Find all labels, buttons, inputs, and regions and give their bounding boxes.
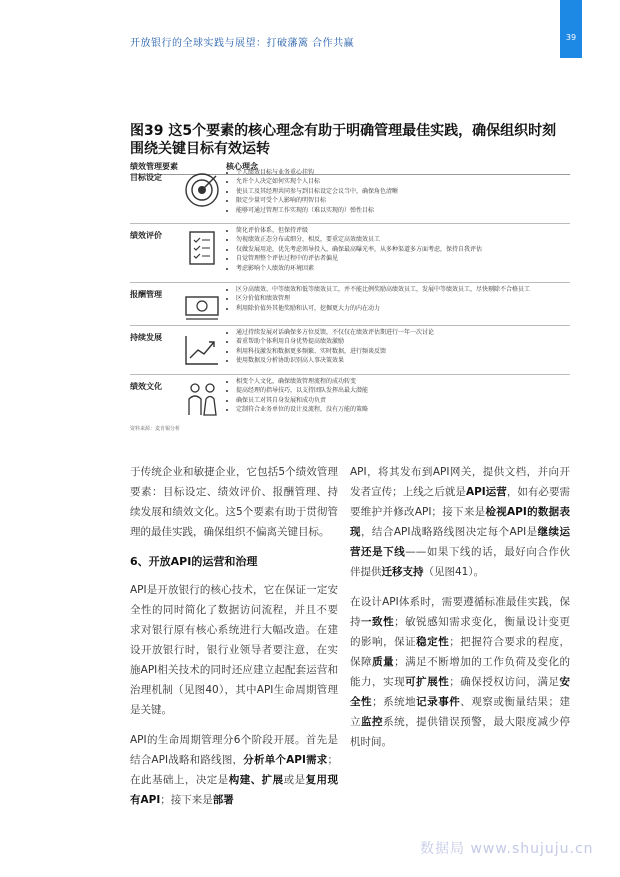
text-run: ；满足不断增加的工作负荷及变化的能力，实现 <box>350 656 571 688</box>
people-icon <box>182 379 222 419</box>
list-item: • 能够可通过管理工作实现的（难以实现的）弹性目标 <box>236 206 571 215</box>
text-run: API，将其发布到API网关，提供文档，并向开发者宣传；上线之后就是 <box>350 466 570 498</box>
watermark: 数据局 www.shujuju.cn <box>420 841 594 857</box>
text-run: ；在此基础上，决定是 <box>130 754 338 786</box>
money-icon <box>182 287 222 327</box>
right-column <box>350 462 570 762</box>
text-run: ；系统地 <box>372 696 417 708</box>
bold-run: 继续运营还是下线 <box>350 526 571 558</box>
bold-run: 质量 <box>372 656 395 668</box>
text-run: ；确保授权访问，满足 <box>449 676 560 688</box>
bold-run: 检视API的数据表现 <box>350 506 570 538</box>
list-item: • 勿视绩效正态分布或细分，相反，要重定高效绩效员工 <box>236 235 571 244</box>
bold-run: 复用现有API <box>130 774 339 806</box>
list-item: • 仅做发展用途，优先考虑领导投入，确保最高曝光率，从多种渠道多方面考虑，保持自我评估 <box>236 245 571 254</box>
checklist-icon <box>182 228 222 268</box>
table-row <box>130 326 570 375</box>
bold-run: 一致性 <box>361 616 395 628</box>
growth-chart-icon <box>182 330 222 370</box>
bold-run: 部署 <box>212 794 234 806</box>
bold-run: 迁移支持 <box>381 566 424 578</box>
text-run: ，结合API战略路线图决定每个API是 <box>360 526 538 538</box>
row-label: 绩效评价 <box>130 231 162 240</box>
paragraph <box>130 730 338 810</box>
list-item: • 区分高绩效、中等绩效和低等绩效员工，并不能比例奖励高绩效员工，发展中等绩效员工，尽快剔除不合格员工 <box>236 285 571 294</box>
list-item: • 利用除价值外其他奖励和认可，挖掘更大力的内在动力 <box>236 304 571 313</box>
text-run: ；把握符合要求的程度，保障 <box>350 636 571 668</box>
bold-run: 安全性 <box>350 676 571 708</box>
text-run: ；接下来是 <box>160 794 213 806</box>
list-item: • 区分价值和绩效管理 <box>236 294 571 303</box>
text-run: ；敏锐感知需求变化，衡量设计变更的影响，保证 <box>350 616 571 648</box>
list-item: • 个人绩效目标与业务重心挂钩 <box>236 168 571 177</box>
text-run: （见图41）。 <box>423 566 485 578</box>
list-item: • 定制符合业务单位的设计及流程，没有万能的策略 <box>236 405 571 414</box>
list-item: • 自觉管理整个评估过程中的评估者偏见 <box>236 254 571 263</box>
table-header-element: 绩效管理要素 <box>130 162 178 171</box>
paragraph <box>350 462 570 582</box>
table-row <box>130 166 570 224</box>
bold-run: 分析单个API需求 <box>243 754 328 766</box>
left-column <box>130 462 338 820</box>
bold-run: 可扩展性 <box>405 676 450 688</box>
paragraph: API是开放银行的核心技术，它在保证一定安全性的同时简化了数据访问流程，并且不要求对银行原有核心系统进行大幅改造。在建设开放银行时，银行业领导者要注意，在实施API相关技术的同时还应建立起配套运营和治理机制（见图40），其中API生命周期管理是关键。 <box>130 584 338 716</box>
list-item: • 相变个人文化，确保绩效管理流程的成功转变 <box>236 377 571 386</box>
table-row <box>130 283 570 326</box>
list-item: • 通过持续发展对话确保多方位反馈，不仅仅在绩效评估期进行一年一次讨论 <box>236 328 571 337</box>
page-number-tab <box>560 0 582 58</box>
row-label: 绩效文化 <box>130 382 162 391</box>
text-run: ，如有必要需要维护并修改API；接下来是 <box>350 486 571 518</box>
table-row <box>130 375 570 417</box>
page-number: 39 <box>565 33 577 42</box>
row-label: 目标设定 <box>130 173 162 182</box>
paragraph: 于传统企业和敏捷企业，它包括5个绩效管理要素：目标设定、绩效评价、报酬管理、持续发展和绩效文化。这5个要素有助于贯彻管理的最佳实践，确保组织不偏离关键目标。 <box>130 466 338 538</box>
paragraph <box>350 592 570 752</box>
row-label: 报酬管理 <box>130 290 162 299</box>
bold-run: API运营 <box>465 486 507 498</box>
bold-run: 监控 <box>361 716 384 728</box>
list-item: • 允许个人决定如何实现个人目标 <box>236 177 571 186</box>
list-item: • 确保员工对其自身发展和成功负责 <box>236 396 571 405</box>
list-item: • 使用数据及分析协助识别高人事决策效果 <box>236 356 571 365</box>
bold-run: 记录事件 <box>416 696 461 708</box>
list-item: • 提高经理的指导技巧，以支持团队发挥出最大潜能 <box>236 386 571 395</box>
table-row <box>130 224 570 283</box>
list-item: • 利用科技激发和数据更多频繁、实时数据，进行频谈反馈 <box>236 347 571 356</box>
list-item: • 着重帮助个体利用自身优势提高绩效激励 <box>236 337 571 346</box>
list-item: • 限定少量可受个人影响的明智目标 <box>236 196 571 205</box>
text-run: 在设计API体系时，需要遵循标准最佳实践，保持 <box>350 596 570 628</box>
text-run: API的生命周期管理分6个阶段开展。首先是结合API战略和路线图， <box>130 734 338 766</box>
list-item: • 考虑影响个人绩效的环境因素 <box>236 264 571 273</box>
bold-run: 构建、扩展 <box>228 774 284 786</box>
figure-title: 图39 这5个要素的核心理念有助于明确管理最佳实践，确保组织时刻围绕关键目标有效运转 <box>130 123 557 157</box>
section-heading: 6、开放API的运营和治理 <box>130 555 258 568</box>
target-icon <box>182 170 222 210</box>
text-run: 系统，提供错误预警，最大限度减少停机时间。 <box>350 716 571 748</box>
running-header: 开放银行的全球实践与展望：打破藩篱 合作共赢 <box>130 38 355 49</box>
text-run: 、观察或衡量结果；建立 <box>350 696 571 728</box>
row-label: 持续发展 <box>130 333 162 342</box>
text-run: ——如果下线的话，最好向合作伙伴提供 <box>350 546 571 578</box>
table-header-concept: 核心理念 <box>226 162 258 171</box>
text-run: 或是 <box>283 774 306 786</box>
list-item: • 简化评价体系，但保持评级 <box>236 226 571 235</box>
bold-run: 稳定性 <box>416 636 450 648</box>
figure-source: 资料来源：麦肯锡分析 <box>130 426 181 432</box>
list-item: • 使员工及其经理共同参与到目标设定会议当中，确保角色清晰 <box>236 187 571 196</box>
